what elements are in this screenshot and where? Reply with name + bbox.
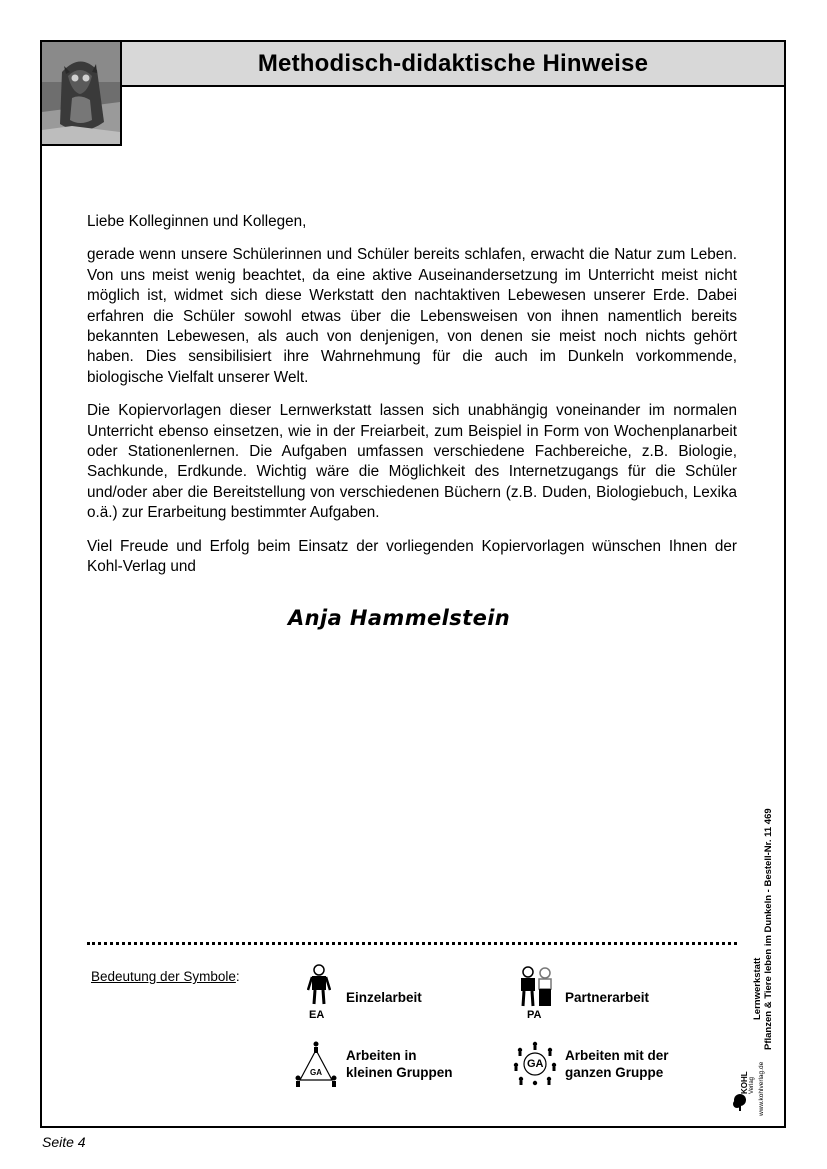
publisher-sidebar: [740, 782, 778, 1117]
ga-small-label: [346, 1047, 453, 1081]
letter-body: [87, 212, 737, 591]
paragraph-closing: Viel Freude und Erfolg beim Einsatz der vorliegenden Kopiervorlagen wünschen Ihnen der Kohl-Verlag und: [87, 537, 737, 576]
page-number: Seite 4: [42, 1134, 86, 1150]
ga-whole-label-line1: Arbeiten mit der: [565, 1048, 669, 1063]
ga-small-label-line1: Arbeiten in: [346, 1048, 417, 1063]
pa-tag: PA: [527, 1009, 542, 1021]
ga-whole-label: [565, 1047, 669, 1081]
sidebar-line1: Lernwerkstatt: [752, 957, 763, 1020]
publisher-sub: Verlag: [749, 1076, 755, 1094]
signature: Anja Hammelstein: [288, 606, 511, 630]
paragraph-intro: gerade wenn unsere Schülerinnen und Schüler bereits schlafen, erwacht die Natur zum Leben. Von uns meist wenig beachtet, da eine aktive Auseinandersetzung im Unterricht meist nicht möglich ist, widmet sich diese Werkstatt den nachtaktiven Lebewesen unserer Erde. Dabei erfahren die Schüler sowohl etwas über die Lebensweisen von ihnen namentlich bereits bekannten Lebewesen, als auch von denjenigen, von denen sie meist noch nichts gehört haben. Dies sensibilisiert ihre Wahrnehmung für die auch im Dunkeln vorkommende, biologische Vielfalt unserer Welt.: [87, 246, 737, 386]
legend-title-text: Bedeutung der Symbole: [91, 969, 236, 984]
ga-whole-tag: GA: [527, 1058, 544, 1070]
paragraph-usage: Die Kopiervorlagen dieser Lernwerkstatt lassen sich unabhängig voneinander im normalen Unterricht ebenso einsetzen, wie in der Freiarbeit, zum Beispiel in Form von Wochenplanarbeit oder Stationenlernen. Die Aufgaben umfassen verschiedene Fachbereiche, z.B. Biologie, Sachkunde, Erdkunde. Wichtig wäre die Möglichkeit des Internetzugangs für die Schüler und/oder aber die Bereitstellung von verschiedenen Büchern (z.B. Duden, Biologiebuch, Lexika o.ä.) zur Erarbeitung bestimmter Aufgaben.: [87, 402, 737, 522]
small-group-icon: [294, 1040, 338, 1093]
two-persons-icon: [518, 966, 554, 1013]
ga-small-label-line2: kleinen Gruppen: [346, 1065, 453, 1080]
publisher-name: KOHL: [740, 1071, 749, 1094]
legend-title-colon: :: [235, 969, 240, 984]
sidebar-line2: Pflanzen & Tiere leben im Dunkeln - Bestell-Nr. 11 469: [763, 808, 774, 1050]
single-person-icon: [307, 964, 331, 1013]
ea-tag: EA: [309, 1009, 325, 1021]
page-title: Methodisch-didaktische Hinweise: [257, 49, 649, 77]
title-bar: [120, 40, 786, 87]
ga-small-tag: GA: [310, 1068, 322, 1077]
publisher-logo-icon: [732, 1092, 748, 1117]
publisher-url: www.kohlverlag.de: [758, 1061, 765, 1116]
pa-label: Partnerarbeit: [565, 990, 650, 1005]
owl-photo-icon: [40, 40, 122, 146]
legend-title: [91, 969, 240, 984]
ea-label: Einzelarbeit: [346, 990, 422, 1005]
greeting: Liebe Kolleginnen und Kollegen,: [87, 213, 307, 230]
dotted-divider: [87, 942, 737, 945]
ga-whole-label-line2: ganzen Gruppe: [565, 1065, 664, 1080]
